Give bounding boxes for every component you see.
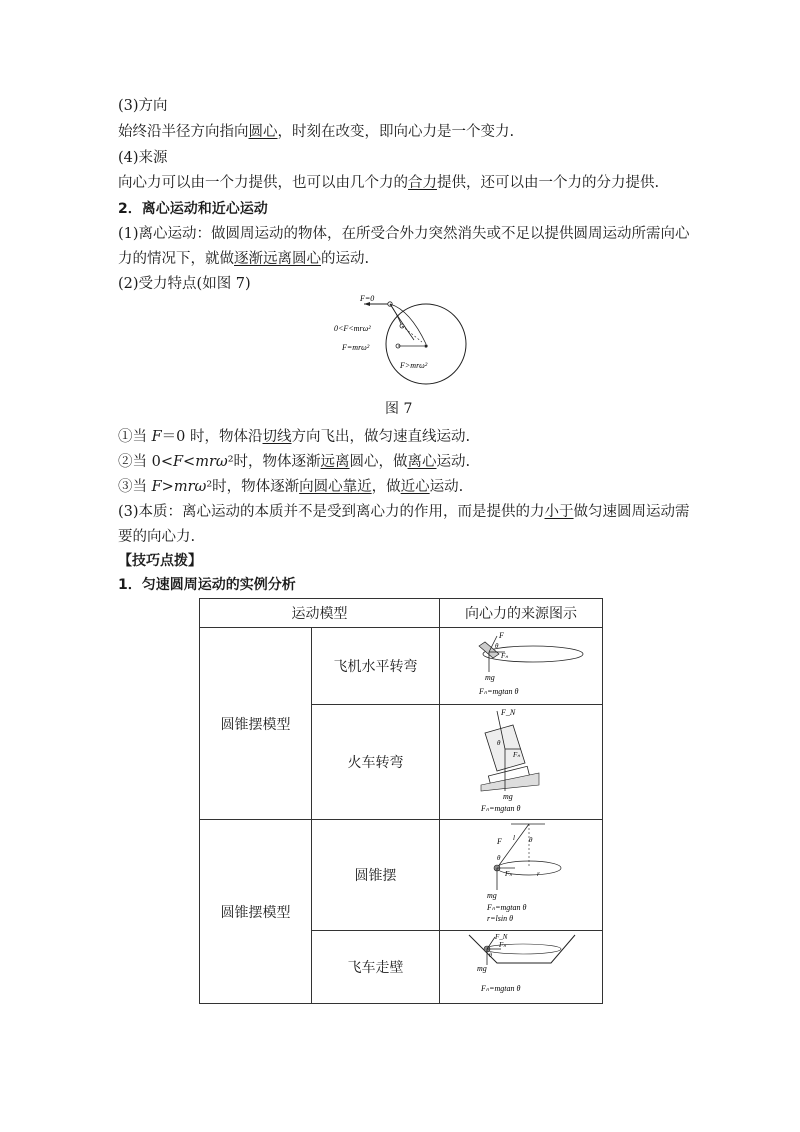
figure-label-f1: 0<F<mrω² xyxy=(334,324,371,333)
text-part: ③当 xyxy=(118,479,152,495)
diagram-formula-2: r=lsin θ xyxy=(487,914,513,923)
text-part: ＝0 时，物体沿 xyxy=(161,429,263,445)
table-row xyxy=(200,820,603,931)
group-label: 圆锥摆模型 xyxy=(200,820,312,1004)
diagram-label: r xyxy=(537,870,540,878)
section-3-text xyxy=(118,122,514,142)
train-turn-diagram xyxy=(441,705,601,815)
figure-caption: 图 7 xyxy=(385,401,413,417)
diagram-label: Fₙ xyxy=(499,941,507,949)
section-4-text xyxy=(118,173,659,193)
math-symbol: F<mrω xyxy=(172,454,228,470)
paragraph-3-line-2: 要的向心力. xyxy=(118,529,196,545)
diagram-label: θ xyxy=(497,854,501,862)
diagram-label: θ xyxy=(529,836,533,844)
answer-underline: 圆心 xyxy=(248,124,278,140)
text-part: 方向飞出，做匀速直线运动. xyxy=(291,429,471,445)
diagram-label: F_N xyxy=(495,933,508,941)
figure-cell xyxy=(440,628,603,705)
text-part: 始终沿半径方向指向 xyxy=(118,124,249,140)
figure-label-f2: F=mrω² xyxy=(342,343,370,352)
answer-underline: 离心 xyxy=(407,454,437,470)
answer-underline: 近心 xyxy=(400,479,430,495)
text-part: 提供，还可以由一个力的分力提供. xyxy=(437,175,660,191)
diagram-label: l xyxy=(513,834,515,842)
answer-underline: 切线 xyxy=(262,429,292,445)
figure-7-diagram xyxy=(330,292,480,392)
text-part: 做匀速圆周运动需 xyxy=(573,504,690,520)
wall-ride-diagram xyxy=(441,931,601,999)
text-part: ，时刻在改变，即向心力是一个变力. xyxy=(277,124,515,140)
diagram-formula: Fₙ=mgtan θ xyxy=(481,804,521,813)
diagram-formula: Fₙ=mgtan θ xyxy=(487,903,527,912)
diagram-label: Fₙ xyxy=(501,652,509,660)
diagram-label: F_N xyxy=(501,708,516,717)
text-part: 运动. xyxy=(429,479,464,495)
figure-cell xyxy=(440,820,603,931)
model-name: 圆锥摆 xyxy=(312,820,440,931)
item-2 xyxy=(118,452,470,472)
table-row xyxy=(200,628,603,705)
section-2-title: 2．离心运动和近心运动 xyxy=(118,201,268,217)
paragraph-1-line-1: (1)离心运动：做圆周运动的物体，在所受合外力突然消失或不足以提供圆周运动所需向心 xyxy=(118,226,690,242)
diagram-label: Fₙ xyxy=(513,751,521,759)
figure-label-f3: F>mrω² xyxy=(400,361,428,370)
diagram-label: mg xyxy=(503,792,513,801)
diagram-label: Fₙ xyxy=(505,870,513,878)
text-part: ②当 0< xyxy=(118,454,173,470)
text-part: (3)本质：离心运动的本质并不是受到离心力的作用，而是提供的力 xyxy=(118,504,545,520)
text-part: ①当 xyxy=(118,429,152,445)
section-4-heading: (4)来源 xyxy=(118,150,168,166)
item-1 xyxy=(118,427,470,447)
text-part: 运动. xyxy=(436,454,471,470)
answer-underline: 逐渐远离圆心 xyxy=(234,251,321,267)
model-name: 飞机水平转弯 xyxy=(312,628,440,705)
tips-subtitle: 1．匀速圆周运动的实例分析 xyxy=(118,577,296,593)
figure-cell xyxy=(440,705,603,820)
text-part: 的运动. xyxy=(321,251,370,267)
text-part: 向心力可以由一个力提供，也可以由几个力的 xyxy=(118,175,408,191)
answer-underline: 合力 xyxy=(408,175,437,191)
table-header-row xyxy=(200,599,603,628)
tips-title: 【技巧点拨】 xyxy=(118,553,202,569)
text-part: ²时，物体逐渐 xyxy=(206,479,300,495)
text-part: 圆心，做 xyxy=(349,454,408,470)
diagram-formula: Fₙ=mgtan θ xyxy=(481,984,521,993)
paragraph-3-line-1 xyxy=(118,502,690,522)
answer-underline: 向圆心靠近 xyxy=(299,479,372,495)
math-symbol: F>mrω xyxy=(151,479,207,495)
answer-underline: 小于 xyxy=(544,504,574,520)
diagram-label: θ xyxy=(495,642,499,650)
figure-label-f0: F=0 xyxy=(360,294,375,303)
text-part: 力的情况下，就做 xyxy=(118,251,234,267)
diagram-label: mg xyxy=(485,673,495,682)
text-part: ，做 xyxy=(371,479,401,495)
text-part: ²时，物体逐渐 xyxy=(227,454,321,470)
math-symbol: F xyxy=(151,429,162,445)
answer-underline: 远离 xyxy=(320,454,350,470)
diagram-label: F xyxy=(499,631,504,640)
paragraph-1-line-2 xyxy=(118,249,369,269)
section-3-heading: (3)方向 xyxy=(118,98,168,114)
header-model: 运动模型 xyxy=(200,599,440,628)
model-name: 飞车走壁 xyxy=(312,931,440,1004)
airplane-turn-diagram xyxy=(441,628,601,700)
diagram-label: mg xyxy=(477,964,487,973)
diagram-label: mg xyxy=(487,891,497,900)
group-label: 圆锥摆模型 xyxy=(200,628,312,820)
diagram-formula: Fₙ=mgtan θ xyxy=(479,687,519,696)
diagram-label: F xyxy=(497,837,502,846)
diagram-label: θ xyxy=(489,953,492,959)
diagram-label: θ xyxy=(497,739,501,747)
item-3 xyxy=(118,477,463,497)
paragraph-2: (2)受力特点(如图 7) xyxy=(118,276,251,292)
conical-pendulum-diagram xyxy=(441,820,601,926)
header-figure: 向心力的来源图示 xyxy=(440,599,603,628)
figure-cell xyxy=(440,931,603,1004)
model-name: 火车转弯 xyxy=(312,705,440,820)
model-table xyxy=(199,598,603,1004)
